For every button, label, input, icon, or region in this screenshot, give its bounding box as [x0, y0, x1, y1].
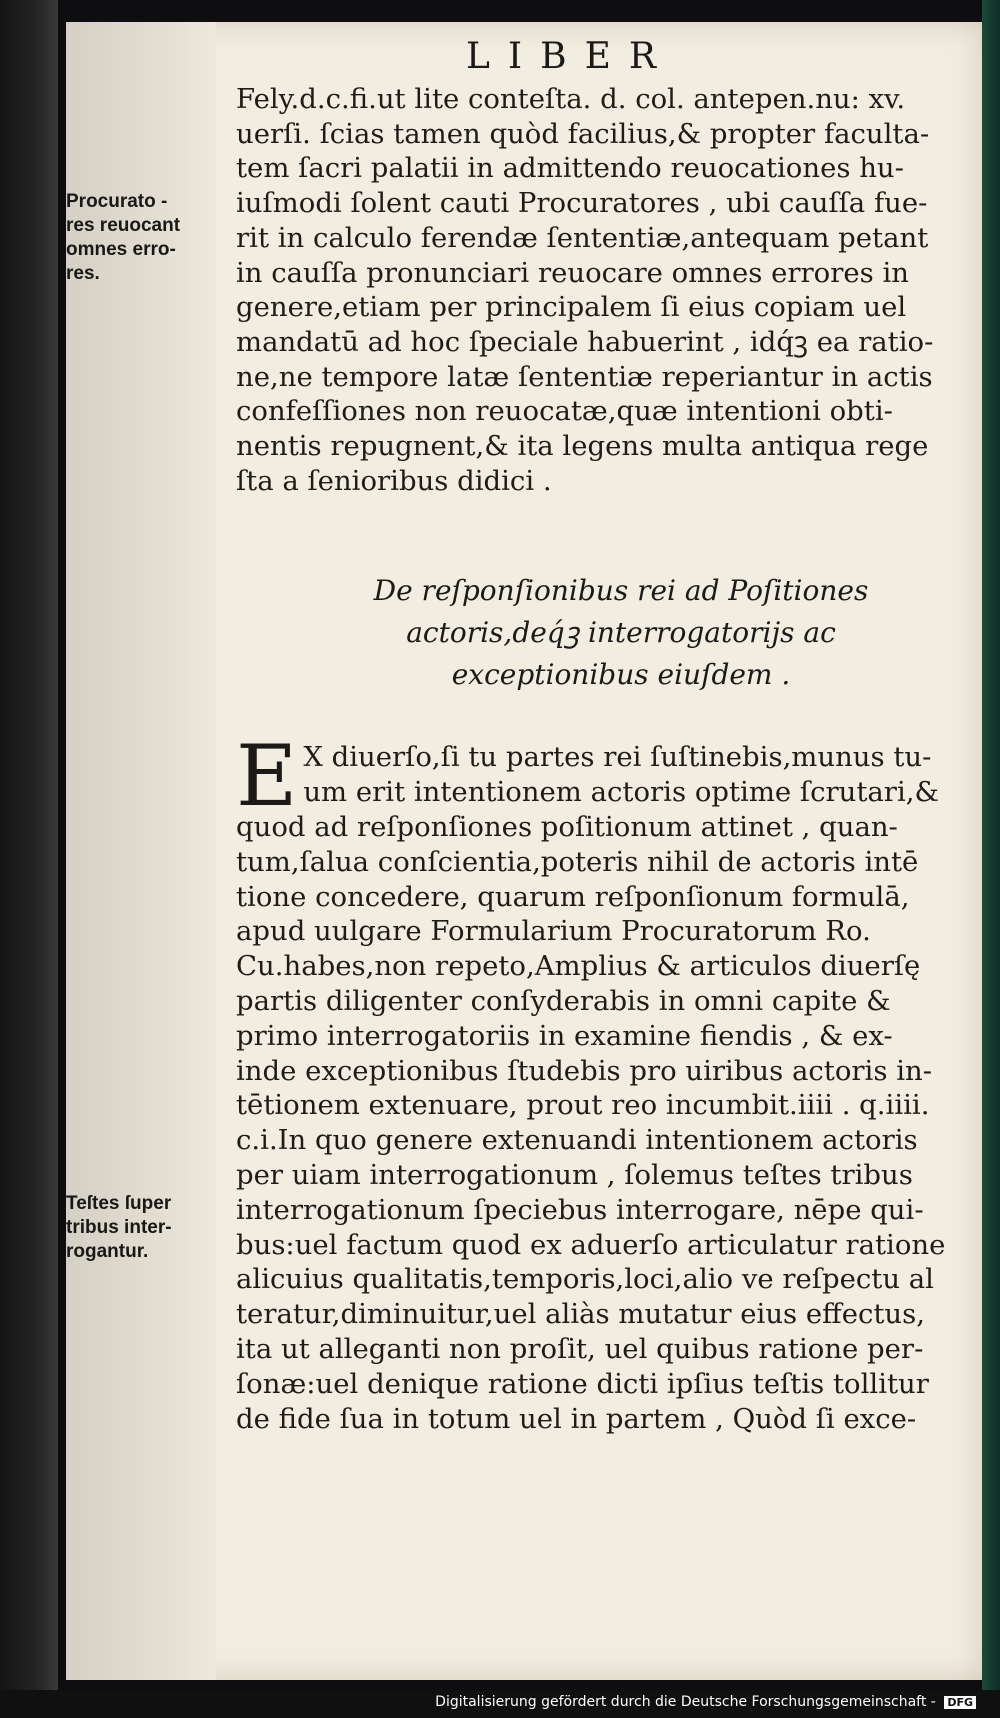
text-line: mandatū ad hoc ſpeciale habuerint , idq́ꝫ ea ratio-: [236, 325, 934, 358]
book-edge-left: [0, 0, 58, 1718]
text-line: primo interrogatoriis in examine fiendis , & ex-: [236, 1019, 893, 1052]
heading-line: De reſponſionibus rei ad Poſitiones: [373, 574, 869, 607]
margin-note-line: omnes erro-: [66, 239, 176, 260]
margin-note-line: Procurato -: [66, 191, 168, 212]
text-line: alicuius qualitatis,temporis,loci,alio ve reſpectu al: [236, 1263, 934, 1296]
drop-cap: E: [236, 727, 298, 825]
text-line: quod ad reſponſiones poſitionum attinet , quan-: [236, 811, 898, 843]
book-edge-right: [982, 0, 1000, 1690]
text-line: tum,ſalua conſcientia,poteris nihil de actoris intē: [236, 845, 919, 878]
text-line: ſta a ſenioribus didici .: [236, 464, 552, 497]
margin-note-line: res.: [66, 263, 100, 284]
text-line: ſonæ:uel denique ratione dicti ipſius teſtis tollitur: [236, 1367, 929, 1400]
text-line: X diuerſo,ſi tu partes rei ſuſtinebis,munus tu-: [303, 741, 932, 773]
heading-line: exceptionibus eiuſdem .: [451, 658, 791, 691]
text-line: tione concedere, quarum reſponſionum formulā,: [236, 880, 910, 913]
text-line: nentis repugnent,& ita legens multa antiqua rege: [236, 430, 929, 463]
text-line: Fely.d.c.fi.ut lite conteſta. d. col. antepen.nu: xv.: [236, 83, 906, 115]
margin-note-line: res reuocant: [66, 215, 181, 236]
text-line: bus:uel factum quod ex aduerſo articulatur ratione: [236, 1228, 946, 1261]
text-line: rit in calculo ferendæ ſententiæ,antequam petant: [236, 221, 929, 254]
text-line: um erit intentionem actoris optime ſcrutari,&: [303, 775, 939, 808]
text-line: tētionem extenuare, prout reo incumbit.iiii . q.iiii.: [236, 1089, 930, 1122]
text-line: c.i.In quo genere extenuandi intentionem actoris: [236, 1124, 918, 1157]
margin-note-procuratores: [66, 190, 216, 286]
paragraph-1: [236, 82, 982, 498]
text-line: ne,ne tempore latæ ſententiæ reperiantur in actis: [236, 360, 933, 393]
heading-line: actoris,deq́ꝫ interrogatorijs ac: [406, 616, 836, 649]
text-line: interrogationum ſpeciebus interrogare, nēpe qui-: [236, 1193, 924, 1226]
text-line: teratur,diminuitur,uel aliàs mutatur eius effectus,: [236, 1298, 925, 1331]
running-header: LIBER: [466, 36, 674, 77]
margin-note-testes: [66, 1192, 216, 1264]
text-line: in cauſſa pronunciari reuocare omnes errores in: [236, 256, 909, 289]
margin-note-line: Teſtes ſuper: [66, 1193, 172, 1214]
text-line: genere,etiam per principalem ſi eius copiam uel: [236, 291, 907, 324]
margin-note-line: rogantur.: [66, 1241, 149, 1262]
text-line: confeſſiones non reuocatæ,quæ intentioni obti-: [236, 395, 893, 428]
footer-credit: [435, 1694, 976, 1710]
text-line: apud uulgare Formularium Procuratorum Ro.: [236, 915, 871, 948]
book-page: [66, 22, 982, 1680]
text-line: partis diligenter conſyderabis in omni capite &: [236, 984, 891, 1017]
text-line: uerſi. ſcias tamen quòd facilius,& propter faculta-: [236, 117, 930, 150]
footer-credit-text: Digitalisierung gefördert durch die Deutsche Forschungsgemeinschaft -: [435, 1694, 936, 1710]
text-line: Cu.habes,non repeto,Amplius & articulos diuerſę: [236, 950, 921, 983]
text-line: de fide ſua in totum uel in partem , Quòd ſi exce-: [236, 1402, 917, 1435]
text-line: iuſmodi ſolent cauti Procuratores , ubi cauſſa fue-: [236, 187, 928, 220]
margin-note-line: tribus inter-: [66, 1217, 172, 1238]
text-line: inde exceptionibus ſtudebis pro uiribus actoris in-: [236, 1054, 932, 1087]
text-line: tem ſacri palatii in admittendo reuocationes hu-: [236, 152, 904, 185]
dfg-logo-icon: DFG: [944, 1696, 976, 1709]
text-line: per uiam interrogationum , ſolemus teſtes tribus: [236, 1158, 913, 1191]
text-line: ita ut alleganti non proſit, uel quibus ratione per-: [236, 1332, 924, 1365]
section-heading: [236, 570, 982, 696]
paragraph-2: [236, 727, 982, 1436]
